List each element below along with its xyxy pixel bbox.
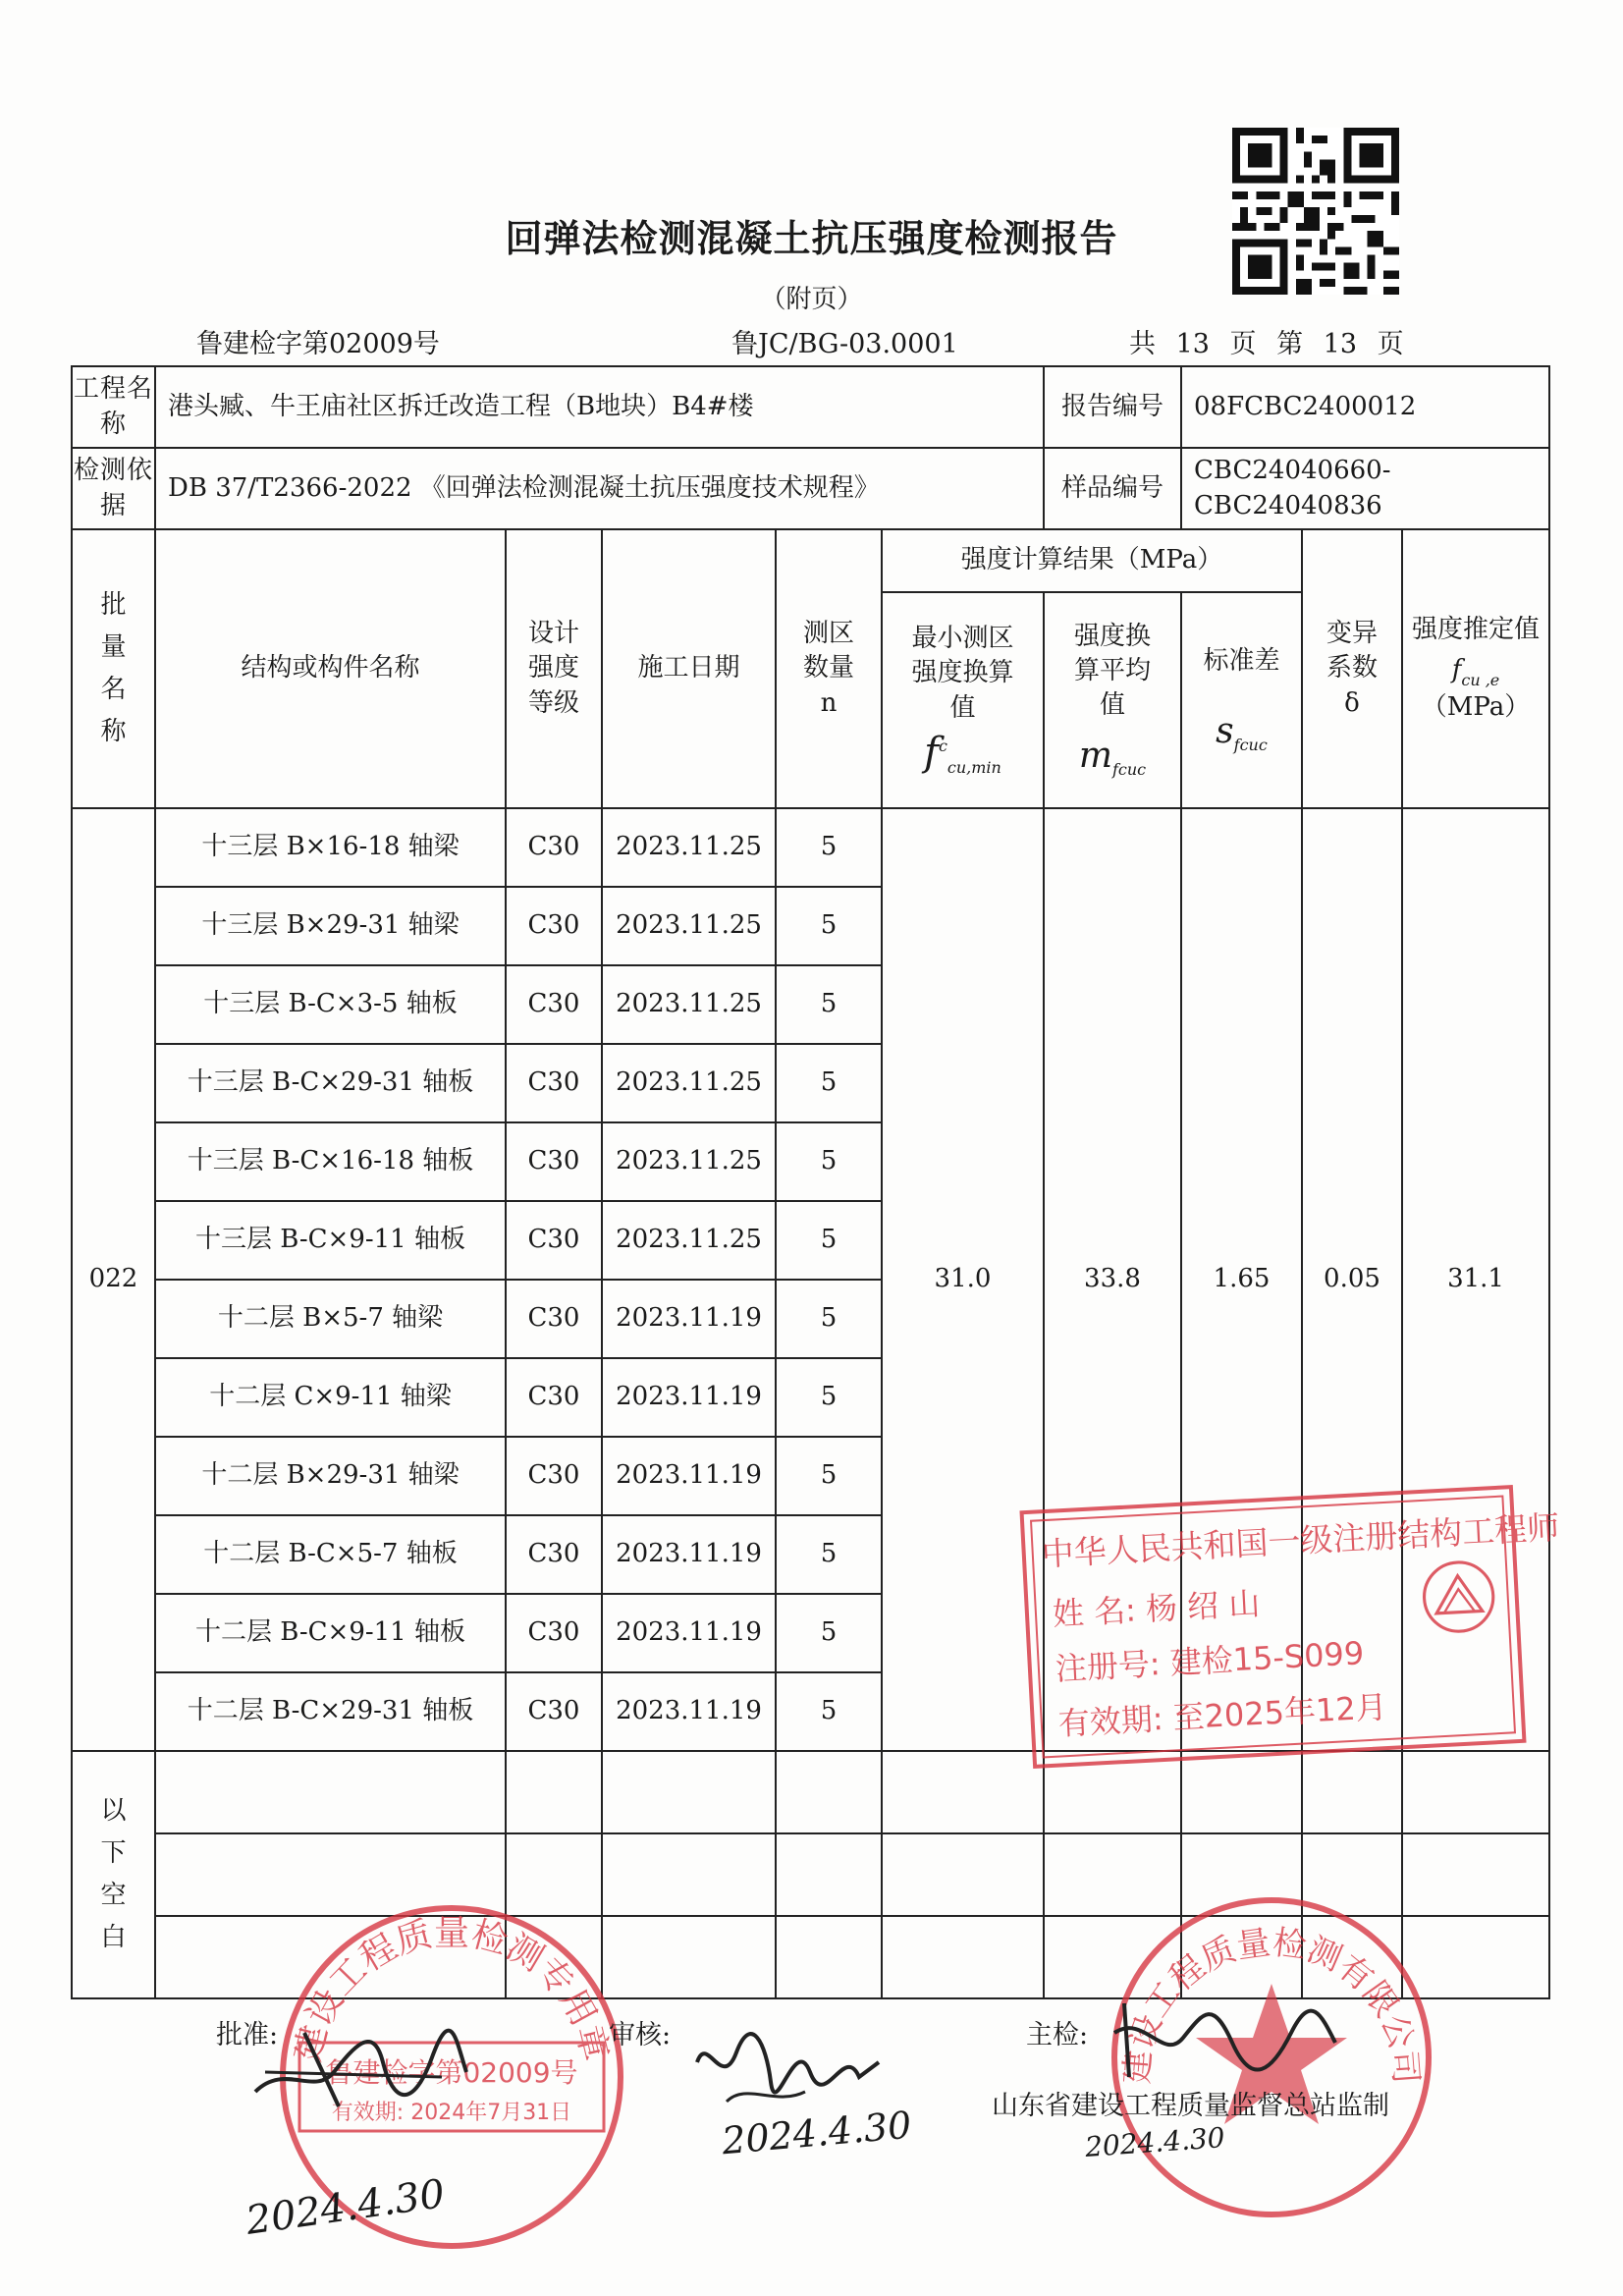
zone-count: 5: [776, 1358, 882, 1437]
construction-date: 2023.11.25: [602, 1122, 776, 1201]
main-date: 2024.4.30: [1084, 2121, 1226, 2163]
review-label: 审核:: [609, 2020, 672, 2050]
license-number: 鲁建检字第02009号: [196, 329, 440, 359]
estimated-strength: 31.1: [1402, 808, 1549, 1751]
inspector-signature: [1105, 1984, 1340, 2092]
left-stamp-line2: 有效期: 2024年7月31日: [331, 2101, 572, 2125]
construction-date: 2023.11.25: [602, 1201, 776, 1280]
design-grade: C30: [506, 1122, 602, 1201]
report-no-label: 报告编号: [1044, 366, 1181, 448]
construction-date: 2023.11.19: [602, 1594, 776, 1672]
basis-label: 检测依据: [72, 448, 155, 529]
component-name: 十二层 B-C×9-11 轴板: [155, 1594, 506, 1672]
emblem-icon: [1419, 1557, 1499, 1637]
component-name: 十二层 C×9-11 轴梁: [155, 1358, 506, 1437]
construction-date: 2023.11.25: [602, 1044, 776, 1122]
construction-date: 2023.11.19: [602, 1280, 776, 1358]
std-dev: 1.65: [1181, 808, 1302, 1751]
col-calc-group: 强度计算结果（MPa）: [882, 529, 1302, 592]
component-name: 十三层 B-C×9-11 轴板: [155, 1201, 506, 1280]
zone-count: 5: [776, 1122, 882, 1201]
component-name: 十二层 B×5-7 轴梁: [155, 1280, 506, 1358]
design-grade: C30: [506, 1044, 602, 1122]
design-grade: C30: [506, 1201, 602, 1280]
left-stamp-line1: 鲁建检字第02009号: [325, 2056, 578, 2089]
col-zones: 测区数量n: [776, 529, 882, 808]
zone-count: 5: [776, 1437, 882, 1515]
table-row: [72, 808, 1549, 887]
report-title: 回弹法检测混凝土抗压强度检测报告: [505, 216, 1118, 260]
report-subtitle: （附页）: [760, 285, 863, 314]
construction-date: 2023.11.25: [602, 887, 776, 965]
zone-count: 5: [776, 808, 882, 887]
col-date: 施工日期: [602, 529, 776, 808]
col-component: 结构或构件名称: [155, 529, 506, 808]
blank-label: 以下空白: [72, 1751, 155, 1998]
zone-count: 5: [776, 1280, 882, 1358]
component-name: 十三层 B-C×29-31 轴板: [155, 1044, 506, 1122]
component-name: 十三层 B×29-31 轴梁: [155, 887, 506, 965]
component-name: 十三层 B-C×3-5 轴板: [155, 965, 506, 1044]
col-est: 强度推定值 $f_{cu ,e}$ （MPa）: [1402, 529, 1549, 808]
component-name: 十三层 B×16-18 轴梁: [155, 808, 506, 887]
design-grade: C30: [506, 1515, 602, 1594]
component-name: 十二层 B×29-31 轴梁: [155, 1437, 506, 1515]
project-label: 工程名称: [72, 366, 155, 448]
sample-no-value: CBC24040660-CBC24040836: [1181, 448, 1549, 529]
footer-issuer: 山东省建设工程质量监督总站监制: [992, 2091, 1389, 2121]
component-name: 十三层 B-C×16-18 轴板: [155, 1122, 506, 1201]
design-grade: C30: [506, 887, 602, 965]
reviewer-signature: [687, 2023, 884, 2111]
main-inspector-label: 主检:: [1026, 2020, 1089, 2050]
batch-name: 022: [72, 808, 155, 1751]
zone-count: 5: [776, 1515, 882, 1594]
design-grade: C30: [506, 1437, 602, 1515]
page-info: 共 13 页 第 13 页: [1129, 329, 1404, 359]
approve-label: 批准:: [216, 2020, 279, 2050]
sample-no-label: 样品编号: [1044, 448, 1181, 529]
basis-value: DB 37/T2366-2022 《回弹法检测混凝土抗压强度技术规程》: [155, 448, 1044, 529]
left-stamp-arc: 建设工程质量检测专用章: [288, 1913, 616, 2066]
col-std: 标准差 $s_{fcuc}$: [1181, 592, 1302, 808]
zone-count: 5: [776, 1594, 882, 1672]
zone-count: 5: [776, 965, 882, 1044]
component-name: 十二层 B-C×29-31 轴板: [155, 1672, 506, 1751]
construction-date: 2023.11.19: [602, 1358, 776, 1437]
approve-date: 2024.4.30: [243, 2171, 448, 2244]
construction-date: 2023.11.25: [602, 965, 776, 1044]
col-cv: 变异系数δ: [1302, 529, 1402, 808]
zone-count: 5: [776, 887, 882, 965]
report-no-value: 08FCBC2400012: [1181, 366, 1549, 448]
project-value: 港头臧、牛王庙社区拆迁改造工程（B地块）B4#楼: [155, 366, 1044, 448]
right-stamp-arc: 建设工程质量检测有限公司: [1117, 1923, 1426, 2086]
approver-signature: [245, 2003, 471, 2121]
zone-count: 5: [776, 1201, 882, 1280]
engineer-stamp: 中华人民共和国一级注册结构工程师 姓 名: 杨 绍 山 注册号: 建检15-S099 有效期: 至2025年12月: [1019, 1485, 1526, 1769]
qr-code-icon: [1232, 128, 1399, 295]
design-grade: C30: [506, 1594, 602, 1672]
col-min: 最小测区强度换算值 $f^c_{cu,min}$: [882, 592, 1044, 808]
min-strength: 31.0: [882, 808, 1044, 1751]
construction-date: 2023.11.19: [602, 1515, 776, 1594]
component-name: 十二层 B-C×5-7 轴板: [155, 1515, 506, 1594]
zone-count: 5: [776, 1044, 882, 1122]
col-avg: 强度换算平均值 $m_{fcuc}$: [1044, 592, 1181, 808]
design-grade: C30: [506, 1358, 602, 1437]
report-table: [71, 365, 1550, 1999]
design-grade: C30: [506, 965, 602, 1044]
review-date: 2024.4.30: [720, 2103, 913, 2163]
construction-date: 2023.11.25: [602, 808, 776, 887]
coef-variation: 0.05: [1302, 808, 1402, 1751]
design-grade: C30: [506, 1280, 602, 1358]
design-grade: C30: [506, 1672, 602, 1751]
form-code: 鲁JC/BG-03.0001: [731, 329, 958, 359]
construction-date: 2023.11.19: [602, 1437, 776, 1515]
zone-count: 5: [776, 1672, 882, 1751]
design-grade: C30: [506, 808, 602, 887]
construction-date: 2023.11.19: [602, 1672, 776, 1751]
col-design-grade: 设计强度等级: [506, 529, 602, 808]
avg-strength: 33.8: [1044, 808, 1181, 1751]
col-batch: 批量名称: [72, 529, 155, 808]
